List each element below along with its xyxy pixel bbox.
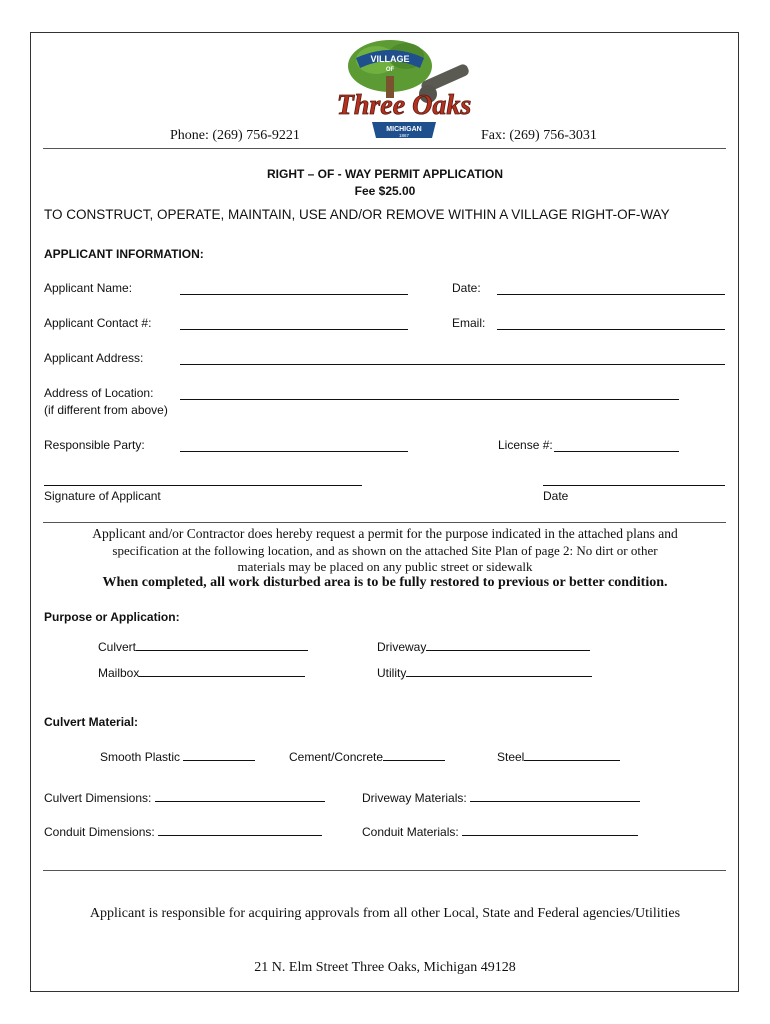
smooth-plastic-blank[interactable] [183,750,255,761]
responsible-party-label: Responsible Party: [44,438,145,452]
driveway-materials-blank[interactable] [470,791,640,802]
driveway-materials-field[interactable] [362,791,640,805]
signature-date-field[interactable] [543,485,725,486]
logo-of-text: OF [385,67,395,73]
location-address-field[interactable] [180,399,679,400]
driveway-label: Driveway [377,640,427,654]
applicant-address-label: Applicant Address: [44,351,144,365]
signature-date-label: Date [543,489,569,503]
statement-divider [43,522,726,523]
culvert-dimensions-field[interactable] [44,791,325,805]
smooth-plastic-option[interactable] [100,750,255,764]
fax-number: Fax: (269) 756-3031 [481,128,597,143]
phone-number: Phone: (269) 756-9221 [170,128,300,143]
culvert-blank[interactable] [136,640,308,651]
conduit-dimensions-blank[interactable] [158,825,322,836]
culvert-option[interactable] [98,640,308,654]
applicant-heading: APPLICANT INFORMATION: [44,247,204,261]
form-fee: Fee $25.00 [354,184,416,198]
utility-label: Utility [377,666,407,680]
utility-option[interactable] [377,666,592,680]
location-address-label: Address of Location: [44,386,154,400]
steel-label: Steel [497,750,525,764]
culvert-dimensions-label: Culvert Dimensions: [44,791,152,805]
conduit-dimensions-label: Conduit Dimensions: [44,825,155,839]
cement-concrete-option[interactable] [289,750,445,764]
statement-line-1: Applicant and/or Contractor does hereby request a permit for the purpose indicated in the attached plans and [92,526,678,541]
mailbox-label: Mailbox [98,666,140,680]
signature-field[interactable] [44,485,362,486]
email-field[interactable] [497,329,725,330]
applicant-name-label: Applicant Name: [44,281,133,295]
location-address-note: (if different from above) [44,403,168,417]
applicant-contact-field[interactable] [180,329,408,330]
license-label: License #: [498,438,553,452]
village-logo [328,38,480,144]
conduit-materials-field[interactable] [362,825,638,839]
responsible-party-field[interactable] [180,451,408,452]
email-label: Email: [452,316,486,330]
logo-village-text: VILLAGE [370,54,410,64]
smooth-plastic-label: Smooth Plastic [100,750,181,764]
logo-name-text: Three Oaks [336,90,472,121]
statement-line-3: materials may be placed on any public street or sidewalk [237,559,533,574]
form-subtitle: TO CONSTRUCT, OPERATE, MAINTAIN, USE AND/OR REMOVE WITHIN A VILLAGE RIGHT-OF-WAY [44,207,670,222]
mailbox-option[interactable] [98,666,305,680]
form-title: RIGHT – OF - WAY PERMIT APPLICATION [266,167,503,181]
applicant-contact-label: Applicant Contact #: [44,316,152,330]
village-address: 21 N. Elm Street Three Oaks, Michigan 49128 [254,960,516,975]
purpose-heading: Purpose or Application: [44,610,180,624]
mailbox-blank[interactable] [139,666,305,677]
utility-blank[interactable] [406,666,592,677]
signature-label: Signature of Applicant [44,489,161,503]
driveway-blank[interactable] [426,640,590,651]
conduit-dimensions-field[interactable] [44,825,322,839]
culvert-dimensions-blank[interactable] [155,791,325,802]
cement-concrete-blank[interactable] [383,750,445,761]
applicant-address-field[interactable] [180,364,725,365]
logo-state-text: MICHIGAN [386,126,422,133]
date-label: Date: [452,281,481,295]
license-field[interactable] [554,451,679,452]
approvals-notice: Applicant is responsible for acquiring approvals from all other Local, State and Federal agencies/Utilities [89,906,681,921]
restoration-notice: When completed, all work disturbed area is to be fully restored to previous or better condition. [102,575,668,590]
culvert-material-heading: Culvert Material: [44,715,139,729]
footer-divider [43,870,726,871]
cement-concrete-label: Cement/Concrete [289,750,384,764]
steel-blank[interactable] [524,750,620,761]
conduit-materials-label: Conduit Materials: [362,825,459,839]
date-field[interactable] [497,294,725,295]
applicant-name-field[interactable] [180,294,408,295]
driveway-option[interactable] [377,640,590,654]
driveway-materials-label: Driveway Materials: [362,791,467,805]
conduit-materials-blank[interactable] [462,825,638,836]
steel-option[interactable] [497,750,620,764]
logo-year-text: 1867 [398,133,410,138]
statement-line-2: specification at the following location, and as shown on the attached Site Plan of page 2: No dirt or other [112,543,658,558]
header-divider [43,148,726,149]
culvert-label: Culvert [98,640,137,654]
